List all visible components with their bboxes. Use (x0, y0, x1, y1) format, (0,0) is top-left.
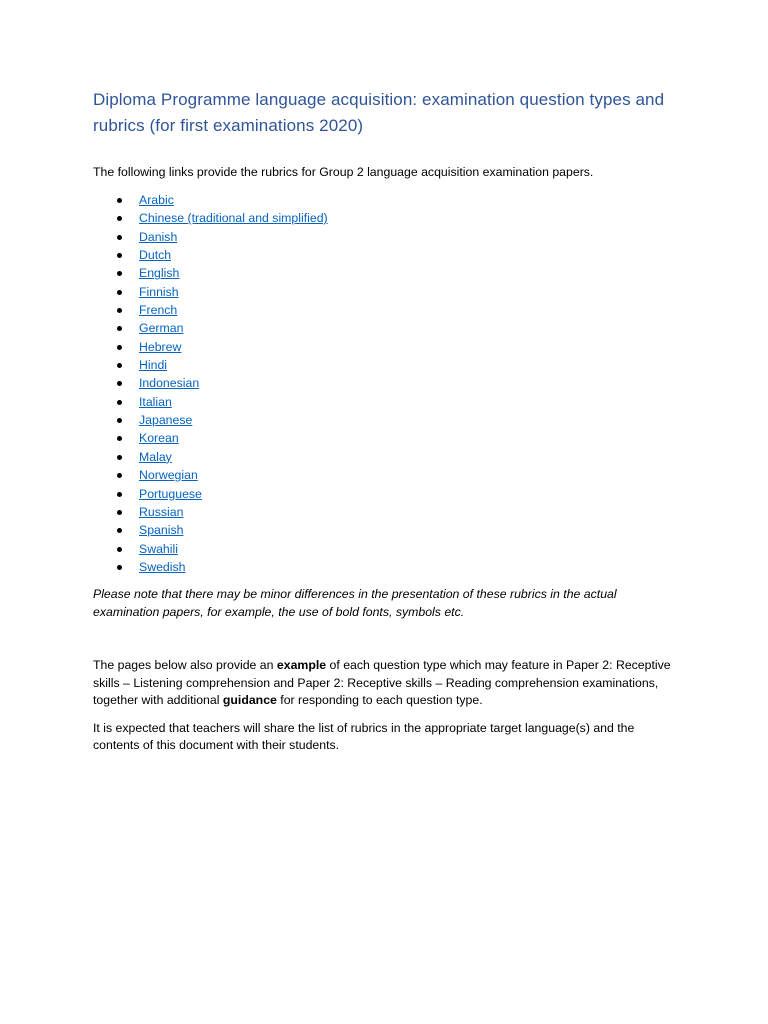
paragraph-text: of each question type which may feature in Paper 2: Receptive skills – Listening comprehension and Paper 2: Receptive skills – Reading comprehension examinations, together with additional (93, 658, 671, 708)
bullet-icon (117, 492, 122, 497)
bullet-icon (117, 216, 122, 221)
list-item (93, 558, 683, 576)
link-swedish[interactable]: Swedish (139, 559, 186, 574)
link-korean[interactable]: Korean (139, 431, 179, 446)
list-item (93, 503, 683, 521)
bold-guidance: guidance (222, 693, 277, 708)
bullet-icon (117, 436, 122, 441)
link-dutch[interactable]: Dutch (139, 248, 172, 263)
list-item (93, 521, 683, 539)
document-page (93, 87, 683, 755)
link-german[interactable]: German (139, 321, 184, 336)
link-portuguese[interactable]: Portuguese (139, 486, 202, 501)
link-japanese[interactable]: Japanese (139, 413, 193, 428)
list-item (93, 228, 683, 246)
bullet-icon (117, 565, 122, 570)
bullet-icon (117, 308, 122, 313)
bullet-icon (117, 418, 122, 423)
presentation-note: Please note that there may be minor differences in the presentation of these rubrics in the actual examination papers, for example, the use of bold fonts, symbols etc. (93, 587, 617, 620)
link-english[interactable]: English (139, 266, 180, 281)
teachers-paragraph: It is expected that teachers will share the list of rubrics in the appropriate target language(s) and the contents of this document with their students. (93, 720, 635, 753)
list-item (93, 301, 683, 319)
bullet-icon (117, 400, 122, 405)
bullet-icon (117, 290, 122, 295)
link-chinese[interactable]: Chinese (traditional and simplified) (139, 211, 328, 226)
bullet-icon (117, 235, 122, 240)
list-item (93, 264, 683, 282)
list-item (93, 411, 683, 429)
bold-example: example (276, 658, 327, 673)
link-french[interactable]: French (139, 303, 178, 318)
link-arabic[interactable]: Arabic (139, 193, 174, 207)
link-hindi[interactable]: Hindi (139, 358, 168, 373)
bullet-icon (117, 271, 122, 276)
list-item (93, 485, 683, 503)
link-indonesian[interactable]: Indonesian (139, 376, 200, 391)
link-hebrew[interactable]: Hebrew (139, 339, 182, 354)
intro-text: The following links provide the rubrics for Group 2 language acquisition examination papers. (93, 165, 594, 179)
bullet-icon (117, 326, 122, 331)
list-item (93, 429, 683, 447)
link-danish[interactable]: Danish (139, 229, 178, 244)
examples-paragraph (93, 657, 683, 710)
bullet-icon (117, 455, 122, 460)
list-item (93, 356, 683, 374)
list-item (93, 448, 683, 466)
list-item (93, 191, 683, 209)
document-title: Diploma Programme language acquisition: examination question types and rubrics (for first examinations 2020) (93, 90, 665, 135)
bullet-icon (117, 528, 122, 533)
link-italian[interactable]: Italian (139, 394, 172, 409)
paragraph-text: The pages below also provide an (93, 658, 277, 673)
bullet-icon (117, 473, 122, 478)
list-item (93, 540, 683, 558)
bullet-icon (117, 510, 122, 515)
list-item (93, 246, 683, 264)
link-finnish[interactable]: Finnish (139, 284, 179, 299)
bullet-icon (117, 363, 122, 368)
bullet-icon (117, 198, 122, 203)
list-item (93, 374, 683, 392)
list-item (93, 393, 683, 411)
bullet-icon (117, 381, 122, 386)
list-item (93, 283, 683, 301)
list-item (93, 338, 683, 356)
list-item (93, 319, 683, 337)
link-swahili[interactable]: Swahili (139, 541, 178, 556)
bullet-icon (117, 345, 122, 350)
list-item (93, 466, 683, 484)
list-item (93, 209, 683, 227)
language-links-list (93, 191, 683, 576)
link-spanish[interactable]: Spanish (139, 523, 184, 538)
link-malay[interactable]: Malay (139, 449, 172, 464)
paragraph-text: for responding to each question type. (276, 693, 483, 708)
link-russian[interactable]: Russian (139, 504, 184, 519)
bullet-icon (117, 547, 122, 552)
link-norwegian[interactable]: Norwegian (139, 468, 198, 483)
bullet-icon (117, 253, 122, 258)
